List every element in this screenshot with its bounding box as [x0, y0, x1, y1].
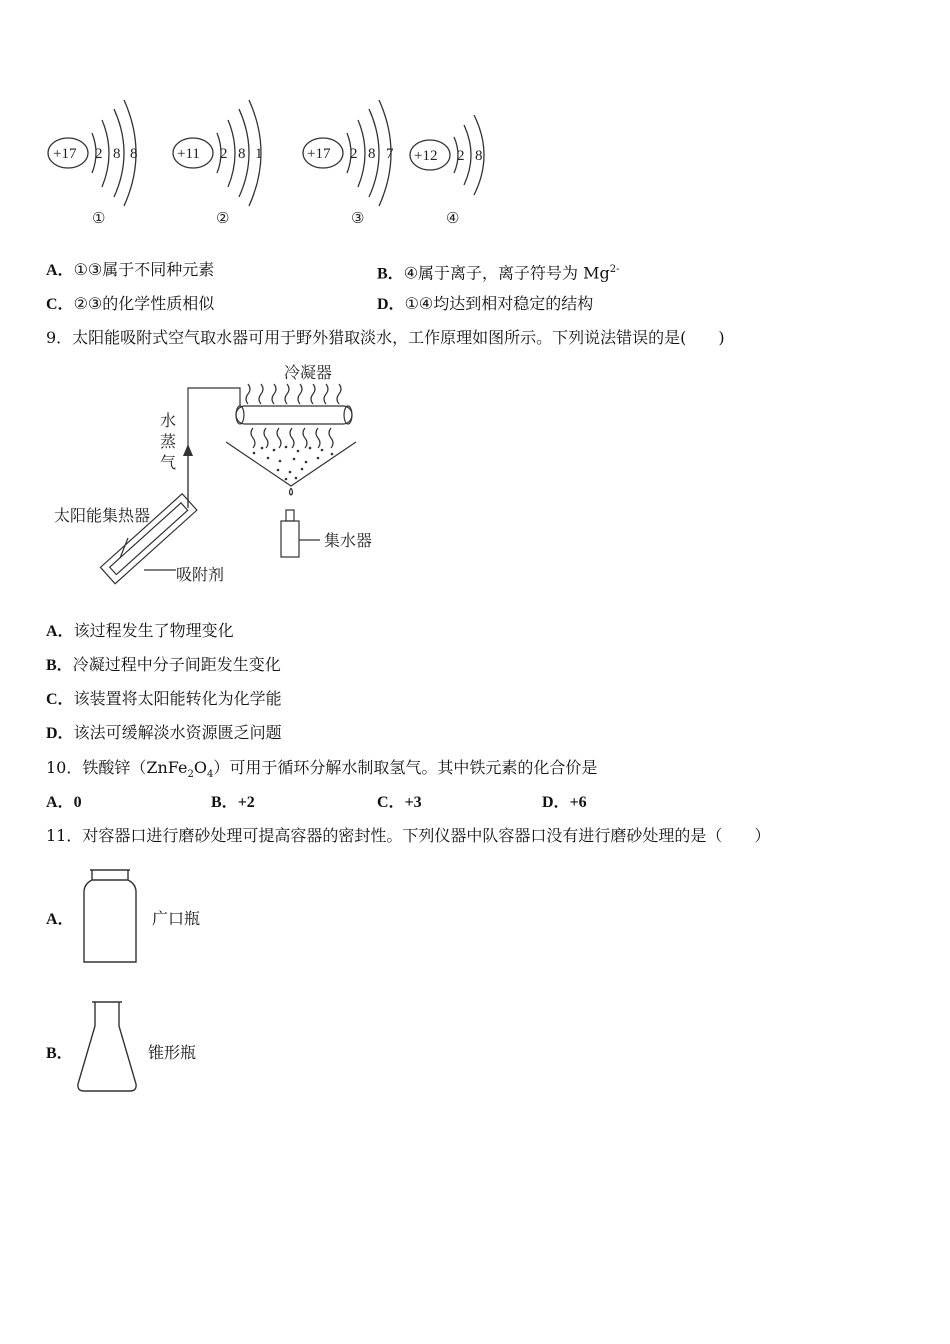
- atom1-label: ①: [92, 211, 106, 227]
- atom2-shell3: 1: [255, 146, 263, 162]
- atom3-shell1: 2: [350, 146, 358, 162]
- wide-mouth-bottle-icon: [80, 866, 142, 966]
- q11-option-a-text: 广口瓶: [152, 909, 201, 928]
- erlenmeyer-flask-icon: [74, 998, 140, 1096]
- atom3-shell2: 8: [368, 146, 376, 162]
- atom3-nucleus: +17: [307, 146, 331, 162]
- q11-stem: 11．对容器口进行磨砂处理可提高容器的密封性。下列仪器中队容器口没有进行磨砂处理的是（ ）: [46, 826, 771, 845]
- q9-option-c: C．该装置将太阳能转化为化学能: [46, 689, 282, 708]
- water-harvester-diagram: [48, 358, 388, 593]
- q9-option-a: A．该过程发生了物理变化: [46, 621, 234, 640]
- adsorbent-label: 吸附剂: [176, 565, 225, 584]
- atom-diagrams: [40, 95, 510, 235]
- q8-option-c: C．②③的化学性质相似: [46, 294, 215, 313]
- q10-stem: 10．铁酸锌$(ZnFe_2O_4)$可用于循环分解水制取氢气。其中铁元素的化合价是: [46, 758, 598, 781]
- q11-option-b-letter: B．: [46, 1045, 73, 1062]
- q10-option-a: A．0: [46, 794, 82, 811]
- q9-option-b: B．冷凝过程中分子间距发生变化: [46, 655, 281, 674]
- atom1-shell2: 8: [113, 146, 121, 162]
- atom1-shell1: 2: [95, 146, 103, 162]
- water-collector-label: 集水器: [324, 531, 373, 550]
- atom4-shell1: 2: [457, 148, 465, 164]
- q9-option-d: D．该法可缓解淡水资源匮乏问题: [46, 723, 282, 742]
- q10-option-d: D．+6: [542, 794, 587, 811]
- atom2-nucleus: +11: [177, 146, 200, 162]
- q10-option-c: C．+3: [377, 794, 422, 811]
- vapor-label-3: 气: [160, 453, 177, 472]
- solar-collector-label: 太阳能集热器: [54, 506, 151, 525]
- atom2-label: ②: [216, 211, 230, 227]
- q8-option-d: D．①④均达到相对稳定的结构: [377, 294, 594, 313]
- atom4-label: ④: [446, 211, 460, 227]
- atom1-nucleus: +17: [53, 146, 77, 162]
- atom4-nucleus: +12: [414, 148, 438, 164]
- atom4-shell2: 8: [475, 148, 483, 164]
- condenser-label: 冷凝器: [284, 363, 333, 382]
- atom2-shell1: 2: [220, 146, 228, 162]
- q10-option-b: B．+2: [211, 794, 255, 811]
- atom1-shell3: 8: [130, 146, 138, 162]
- q8-option-b: B．④属于离子，离子符号为 $Mg^{2-}$: [377, 263, 620, 283]
- atom3-label: ③: [351, 211, 365, 227]
- vapor-label-1: 水: [160, 411, 177, 430]
- q8-option-a: A．①③属于不同种元素: [46, 260, 215, 279]
- q9-stem: 9．太阳能吸附式空气取水器可用于野外猎取淡水，工作原理如图所示。下列说法错误的是( ): [46, 328, 725, 347]
- atom3-shell3: 7: [386, 146, 394, 162]
- q11-option-b-text: 锥形瓶: [148, 1043, 197, 1062]
- q11-option-a-letter: A．: [46, 911, 74, 928]
- vapor-label-2: 蒸: [160, 432, 177, 451]
- atom2-shell2: 8: [238, 146, 246, 162]
